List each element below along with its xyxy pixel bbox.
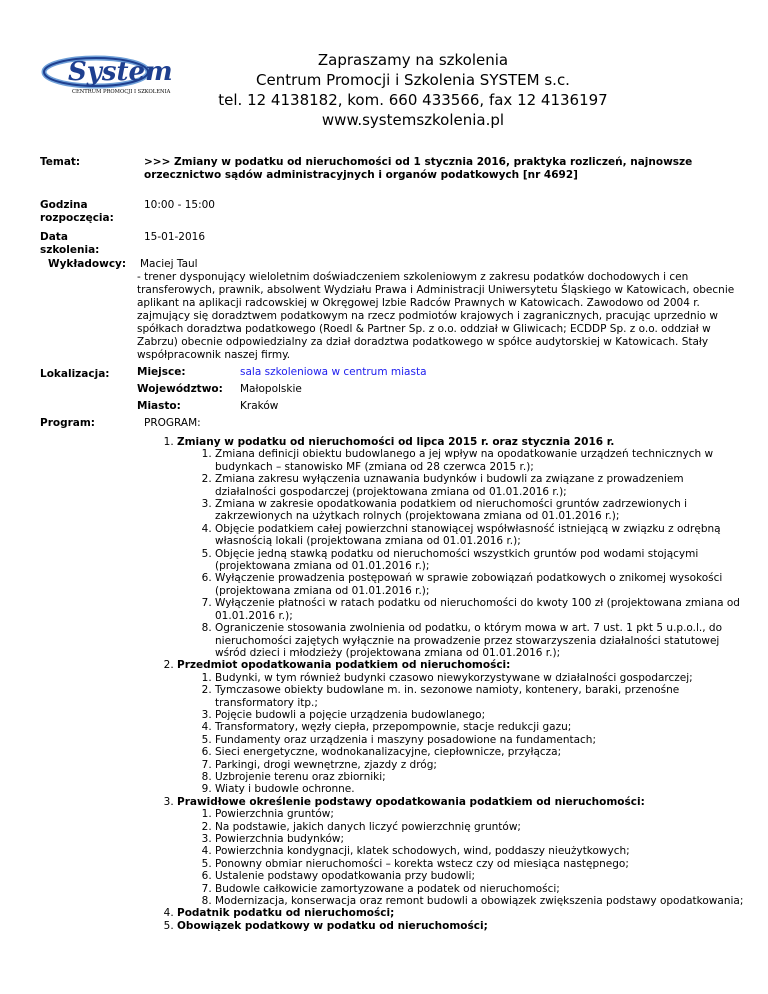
godzina-label bbox=[40, 199, 130, 225]
miasto-label: Miasto: bbox=[137, 400, 181, 412]
program-subitem: 4. Transformatory, węzły ciepła, przepompownie, stacje redukcji gazu; bbox=[215, 721, 747, 733]
program-section bbox=[177, 920, 747, 932]
miejsce-label: Miejsce: bbox=[137, 366, 186, 378]
lokalizacja-label: Lokalizacja: bbox=[40, 368, 110, 380]
program-subitem: 4. Objęcie podatkiem całej powierzchni stanowiącej współwłasność istniejącą w związku z odrębną własnością lokali (projektowana zmiana od 01.01.2016 r.); bbox=[215, 523, 747, 548]
program-subitem: 1. Budynki, w tym również budynki czasowo niewykorzystywane w działalności gospodarczej; bbox=[215, 672, 747, 684]
program-section-title: Podatnik podatku od nieruchomości; bbox=[177, 907, 395, 920]
program-section-title: Zmiany w podatku od nieruchomości od lipca 2015 r. oraz stycznia 2016 r. bbox=[177, 436, 615, 448]
wykladowca-name: Maciej Taul bbox=[140, 258, 198, 270]
program-subitems bbox=[195, 448, 747, 659]
program-subitem: 1. Powierzchnia gruntów; bbox=[215, 808, 747, 820]
program-subitem: 8. Uzbrojenie terenu oraz zbiorniki; bbox=[215, 771, 747, 783]
data-label-line1: Data bbox=[40, 231, 68, 243]
program-subitem: 5. Ponowny obmiar nieruchomości – korekta wstecz czy od miesiąca następnego; bbox=[215, 858, 747, 870]
program-subitem: 6. Sieci energetyczne, wodnokanalizacyjne, ciepłownicze, przyłącza; bbox=[215, 746, 747, 758]
program-subitem: 3. Powierzchnia budynków; bbox=[215, 833, 747, 845]
program-subitem: 3. Zmiana w zakresie opodatkowania podatkiem od nieruchomości gruntów zadrzewionych i zakrzewionych na użytkach rolnych (projektowana zmiana od 01.01.2016 r.); bbox=[215, 498, 747, 523]
program-subitem: 2. Tymczasowe obiekty budowlane m. in. sezonowe namioty, kontenery, baraki, przenośne transformatory itp.; bbox=[215, 684, 747, 709]
program-subitem: 7. Parkingi, drogi wewnętrzne, zjazdy z dróg; bbox=[215, 759, 747, 771]
program-subitem: 1. Zmiana definicji obiektu budowlanego a jej wpływ na opodatkowanie urządzeń technicznych w budynkach – stanowisko MF (zmiana od 28 czerwca 2015 r.); bbox=[215, 448, 747, 473]
program-subitem: 8. Modernizacja, konserwacja oraz remont budowli a obowiązek zwiększenia podstawy opodatkowania; bbox=[215, 895, 747, 907]
header-website: www.systemszkolenia.pl bbox=[321, 111, 505, 129]
program-subitem: 9. Wiaty i budowle ochronne. bbox=[215, 783, 747, 795]
miejsce-link[interactable]: sala szkoleniowa w centrum miasta bbox=[240, 366, 427, 378]
program-list bbox=[147, 436, 747, 932]
program-heading: PROGRAM: bbox=[144, 417, 201, 429]
miasto-value: Kraków bbox=[240, 400, 279, 412]
wykladowca-bio: - trener dysponujący wieloletnim doświadczeniem szkoleniowym z zakresu podatków dochodowych i cen transferowych, prawnik, absolwent Wydziału Prawa i Administracji Uniwersytetu Śląskiego w Katowicach, obecnie aplikant na aplikacji radcowskiej w Okręgowej Izbie Radców Prawnych w Katowicach. Zawodowo od 2004 r. zajmujący się doradztwem podatkowym na rzecz podmiotów krajowych i zagranicznych, pracując uprzednio w spółkach doradztwa podatkowego (Roedl & Partner Sp. z o.o. oddział w Gliwicach; ECDDP Sp. z o.o. oddział w Zabrzu) obecnie odpowiedzialny za dział doradztwa podatkowego w spółce audytorskiej w Katowicach. Stały współpracownik naszej firmy. bbox=[137, 271, 735, 361]
program-outline bbox=[147, 436, 747, 932]
program-subitem: 2. Zmiana zakresu wyłączenia uznawania budynków i budowli za związane z prowadzeniem działalności gospodarczej (projektowana zmiana od 01.01.2016 r.); bbox=[215, 473, 747, 498]
program-subitem: 6. Wyłączenie prowadzenia postępowań w sprawie zobowiązań podatkowych o znikomej wysokości (projektowana zmiana od 01.01.2016 r.); bbox=[215, 572, 747, 597]
wojewodztwo-value: Małopolskie bbox=[240, 383, 302, 395]
program-subitem: 5. Fundamenty oraz urządzenia i maszyny posadowione na fundamentach; bbox=[215, 734, 747, 746]
header-phone: tel. 12 4138182, kom. 660 433566, fax 12 4136197 bbox=[218, 91, 608, 109]
program-subitems bbox=[195, 808, 747, 907]
program-subitem: 7. Wyłączenie płatności w ratach podatku od nieruchomości do kwoty 100 zł (projektowana zmiana od 01.01.2016 r.); bbox=[215, 597, 747, 622]
godzina-label-line2: rozpoczęcia: bbox=[40, 212, 114, 224]
program-subitem: 6. Ustalenie podstawy opodatkowania przy budowli; bbox=[215, 870, 747, 882]
godzina-label-line1: Godzina bbox=[40, 199, 88, 211]
program-section-title: Obowiązek podatkowy w podatku od nieruchomości; bbox=[177, 919, 488, 932]
company-header bbox=[0, 50, 768, 130]
program-subitem: 2. Na podstawie, jakich danych liczyć powierzchnię gruntów; bbox=[215, 821, 747, 833]
program-section bbox=[177, 436, 747, 659]
wykladowca-block bbox=[137, 258, 737, 362]
program-subitem: 7. Budowle całkowicie zamortyzowane a podatek od nieruchomości; bbox=[215, 883, 747, 895]
wojewodztwo-label: Województwo: bbox=[137, 383, 223, 395]
logo-text: System bbox=[68, 57, 173, 87]
data-value: 15-01-2016 bbox=[144, 231, 206, 243]
program-section-title: Prawidłowe określenie podstawy opodatkowania podatkiem od nieruchomości: bbox=[177, 795, 645, 808]
program-section-title: Przedmiot opodatkowania podatkiem od nieruchomości: bbox=[177, 659, 511, 672]
program-subitem: 5. Objęcie jedną stawką podatku od nieruchomości wszystkich gruntów pod wodami stojącymi (projektowana zmiana od 01.01.2016 r.); bbox=[215, 548, 747, 573]
logo-subtext: CENTRUM PROMOCJI I SZKOLENIA bbox=[72, 89, 171, 95]
program-subitem: 3. Pojęcie budowli a pojęcie urządzenia budowlanego; bbox=[215, 709, 747, 721]
program-subitem: 8. Ograniczenie stosowania zwolnienia od podatku, o którym mowa w art. 7 ust. 1 pkt 5 u.p.o.l., do nieruchomości zajętych wyłącznie na prowadzenie przez stowarzyszenia działalności statutowej wśród dzieci i młodzieży (projektowana zmiana od 01.01.2016 r.); bbox=[215, 622, 747, 659]
program-section bbox=[177, 907, 747, 919]
temat-label: Temat: bbox=[40, 156, 81, 168]
temat-value: >>> Zmiany w podatku od nieruchomości od 1 stycznia 2016, praktyka rozliczeń, najnowsze orzecznictwo sądów administracyjnych i organów podatkowych [nr 4692] bbox=[144, 156, 693, 181]
program-subitems bbox=[195, 672, 747, 796]
data-label bbox=[40, 231, 130, 257]
program-subitem: 4. Powierzchnia kondygnacji, klatek schodowych, wind, poddaszy nieużytkowych; bbox=[215, 845, 747, 857]
header-company-name: Centrum Promocji i Szkolenia SYSTEM s.c. bbox=[256, 71, 570, 89]
program-label: Program: bbox=[40, 417, 96, 429]
header-invite: Zapraszamy na szkolenia bbox=[317, 51, 509, 69]
wykladowcy-label: Wykładowcy: bbox=[48, 258, 127, 270]
program-section bbox=[177, 796, 747, 908]
godzina-value: 10:00 - 15:00 bbox=[144, 199, 215, 211]
data-label-line2: szkolenia: bbox=[40, 244, 100, 256]
program-section bbox=[177, 659, 747, 795]
